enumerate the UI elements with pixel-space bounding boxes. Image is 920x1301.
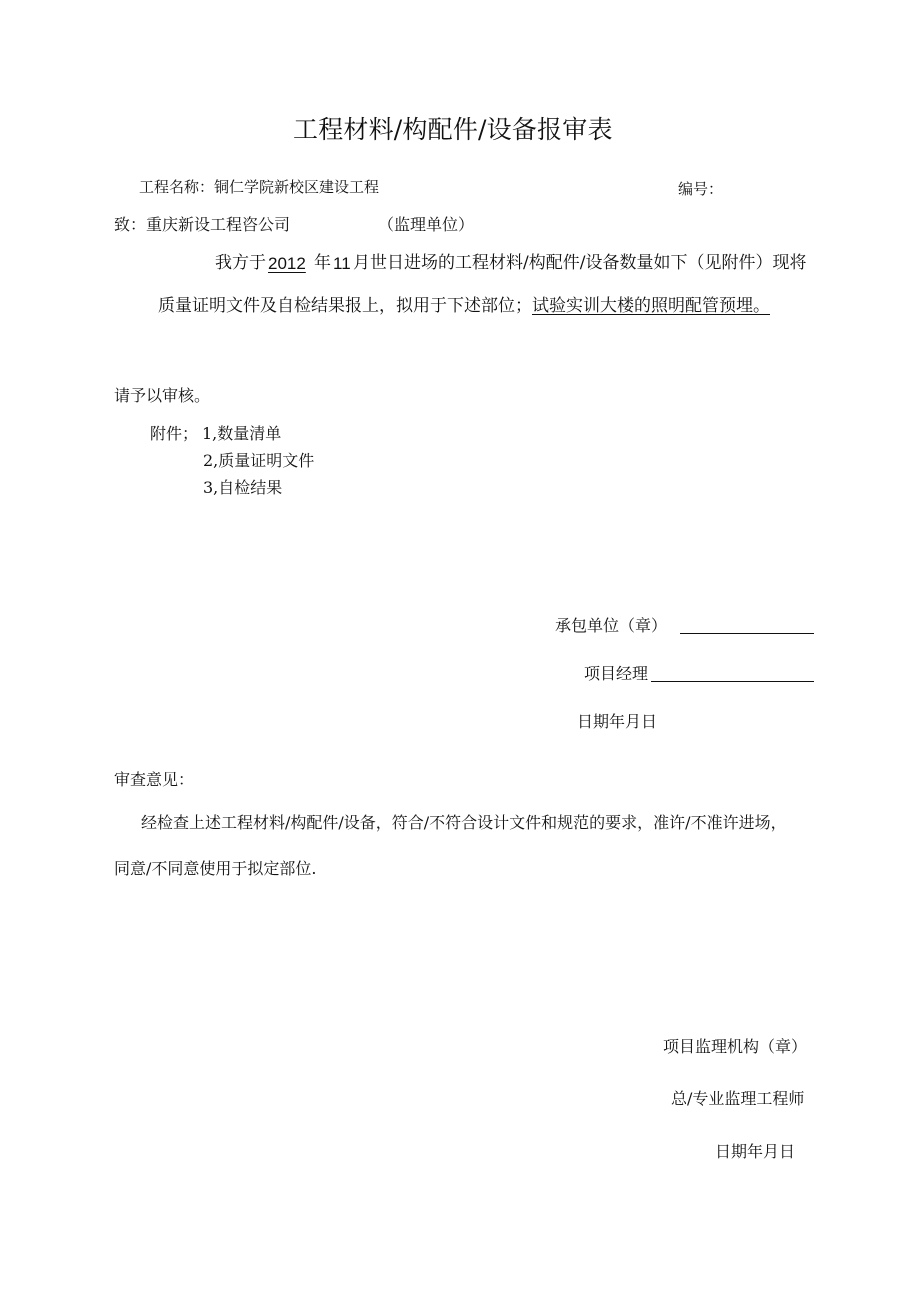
- page-title: 工程材料/构配件/设备报审表: [293, 115, 613, 144]
- month-value: 11: [333, 254, 351, 273]
- review-request: 请予以审核。: [114, 386, 211, 405]
- project-name-label: 工程名称：: [139, 178, 215, 196]
- supervisor-unit-label: （监理单位）: [378, 215, 475, 234]
- paragraph-prefix: 我方于: [215, 253, 266, 273]
- attachments-label: 附件；: [150, 424, 199, 443]
- number-label: 编号：: [678, 180, 724, 198]
- contractor-label: 承包单位（章）: [555, 616, 668, 635]
- paragraph-rest: 月世日进场的工程材料/构配件/设备数量如下（见附件）现将: [353, 253, 807, 273]
- supervision-date-label: 日期年月日: [715, 1142, 796, 1161]
- attachment-item-1: 1,数量清单: [202, 424, 282, 443]
- paragraph-line2-location: 试验实训大楼的照明配管预埋。: [532, 296, 770, 316]
- review-opinion-label: 审查意见：: [114, 770, 195, 789]
- attachment-item-2: 2,质量证明文件: [203, 451, 315, 470]
- project-manager-signature-line: [651, 681, 814, 682]
- contractor-date-label: 日期年月日: [577, 712, 658, 731]
- project-name-value: 铜仁学院新校区建设工程: [214, 178, 380, 196]
- review-opinion-line-1: 经检查上述工程材料/构配件/设备，符合/不符合设计文件和规范的要求，准许/不准许进场，: [141, 813, 787, 832]
- review-opinion-line-2: 同意/不同意使用于拟定部位.: [114, 859, 317, 878]
- attachment-item-3: 3,自检结果: [203, 478, 283, 497]
- engineer-label: 总/专业监理工程师: [671, 1089, 805, 1108]
- paragraph-line2-prefix: 质量证明文件及自检结果报上，拟用于下述部位；: [158, 296, 532, 316]
- contractor-signature-line: [680, 633, 814, 634]
- project-manager-label: 项目经理: [584, 664, 649, 683]
- supervision-agency-label: 项目监理机构（章）: [663, 1037, 808, 1056]
- year-value: 2012: [268, 254, 306, 273]
- to-company: 重庆新设工程咨公司: [146, 215, 291, 234]
- year-label: 年: [314, 253, 331, 273]
- to-label: 致：: [114, 215, 147, 234]
